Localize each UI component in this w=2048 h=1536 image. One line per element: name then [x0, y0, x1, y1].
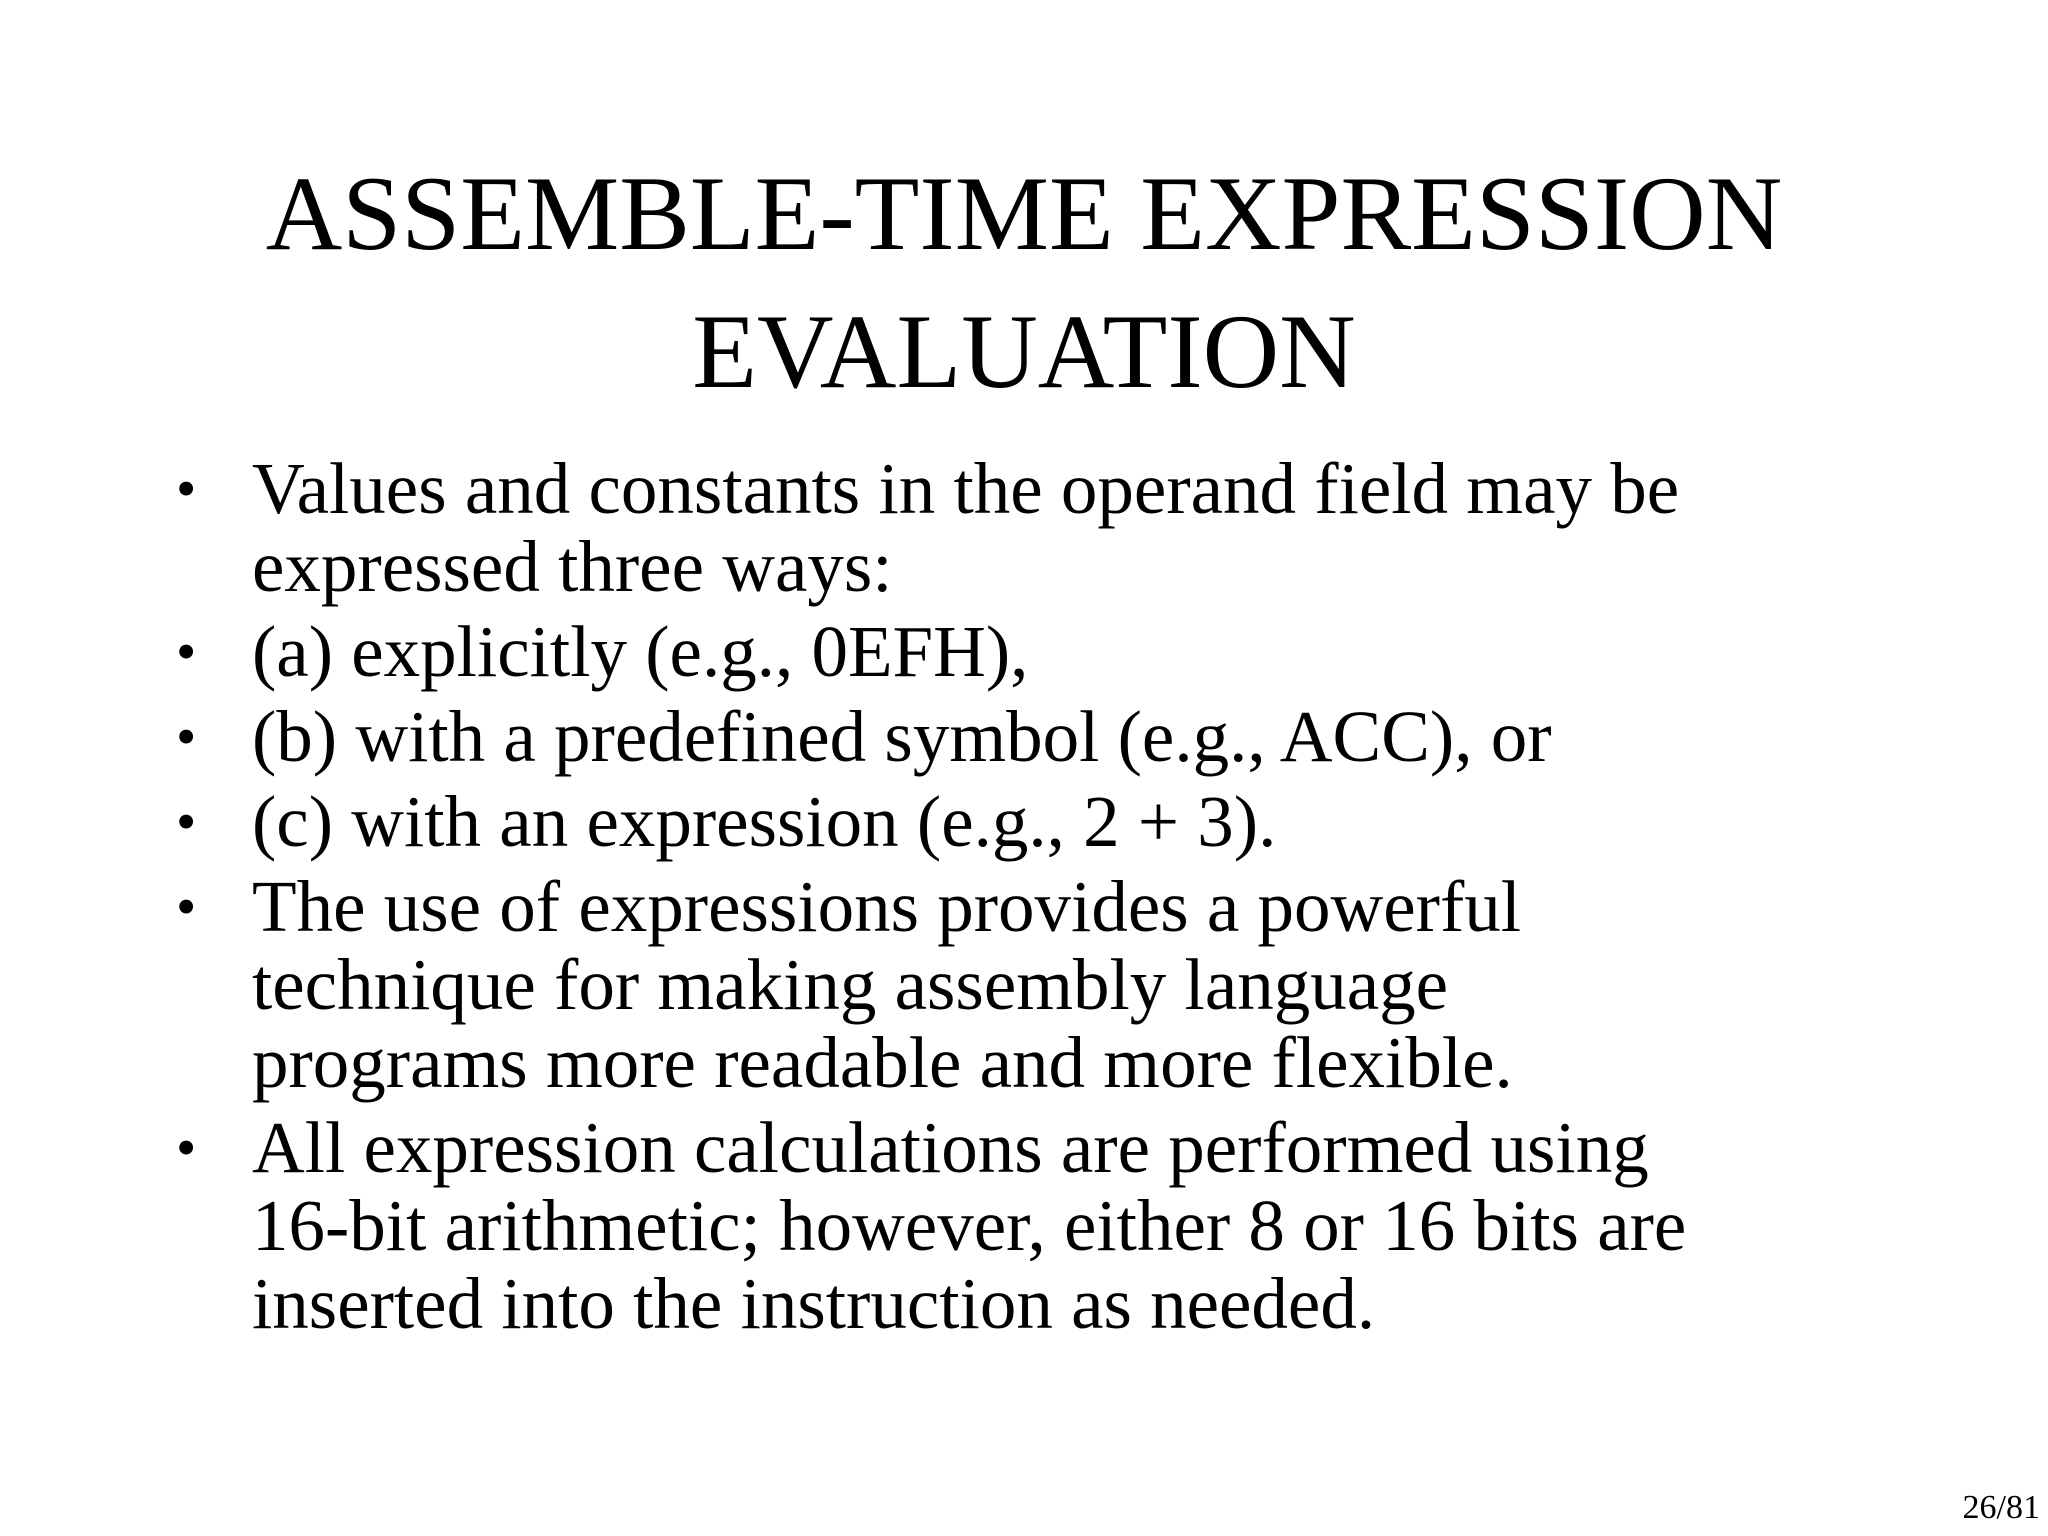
bullet-item [168, 698, 1888, 776]
bullet-icon: • [176, 789, 197, 854]
bullet-item [168, 450, 1888, 606]
bullet-text-line: The use of expressions provides a powerful [252, 866, 1522, 947]
bullet-text-line: 16-bit arithmetic; however, either 8 or 16 bits are [252, 1185, 1687, 1266]
bullet-text-line: All expression calculations are performed using [252, 1107, 1649, 1188]
title-line: EVALUATION [692, 293, 1356, 410]
bullet-text-line: inserted into the instruction as needed. [252, 1263, 1376, 1344]
bullet-text-line: technique for making assembly language [252, 944, 1449, 1025]
bullet-item [168, 783, 1888, 861]
bullet-item [168, 868, 1888, 1102]
bullet-item [168, 1109, 1888, 1343]
bullet-icon: • [176, 456, 197, 521]
bullet-text-line: (c) with an expression (e.g., 2 + 3). [252, 781, 1277, 862]
bullet-icon: • [176, 704, 197, 769]
bullet-text-line: programs more readable and more flexible. [252, 1022, 1513, 1103]
bullet-text-line: (b) with a predefined symbol (e.g., ACC), or [252, 696, 1552, 777]
slide-title [0, 145, 2048, 421]
bullet-text-line: expressed three ways: [252, 526, 893, 607]
bullet-text-line: Values and constants in the operand field may be [252, 448, 1680, 529]
bullet-text-line: (a) explicitly (e.g., 0EFH), [252, 611, 1029, 692]
title-line: ASSEMBLE-TIME EXPRESSION [265, 155, 1783, 272]
bullet-list [168, 450, 1888, 1350]
bullet-icon: • [176, 874, 197, 939]
bullet-icon: • [176, 619, 197, 684]
bullet-icon: • [176, 1115, 197, 1180]
page-number: 26/81 [1962, 1489, 2040, 1526]
bullet-item [168, 613, 1888, 691]
